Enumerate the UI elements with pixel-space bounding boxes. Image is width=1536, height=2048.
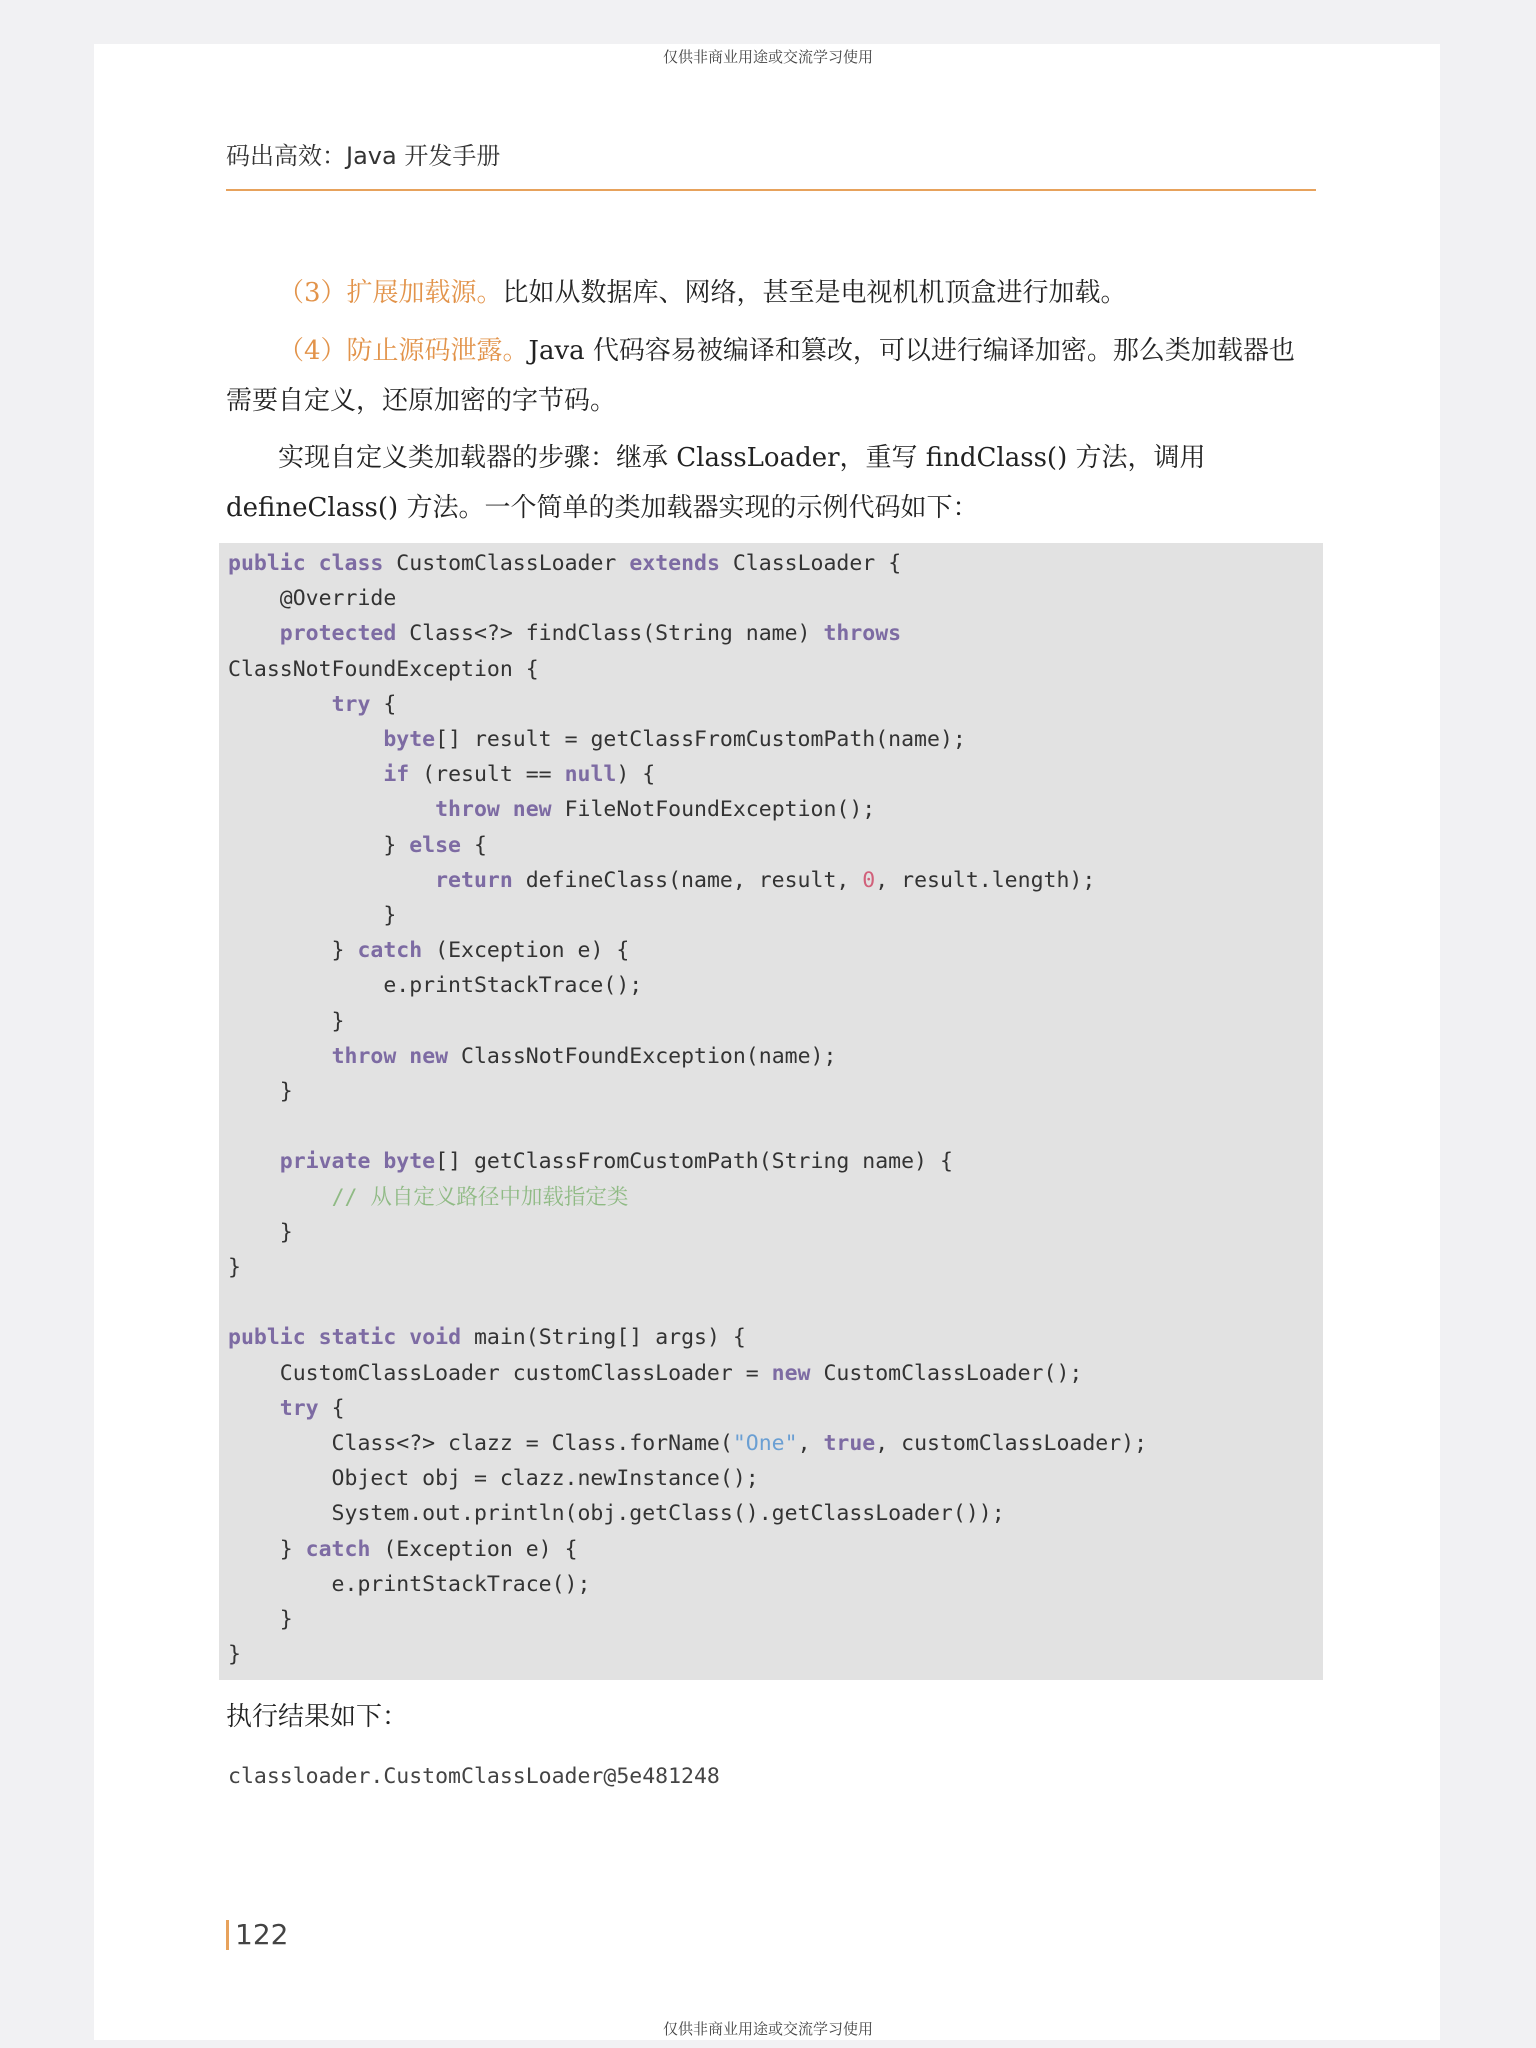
code-text: Class<?> clazz = Class.forName( [228,1431,733,1457]
code-text: } [228,1219,293,1245]
code-line [228,621,901,646]
code-text: } [228,903,397,929]
code-keyword: class [318,551,384,576]
code-text [228,762,383,787]
paragraph-prevent-leak [226,326,1316,426]
code-text [228,692,332,717]
result-output: classloader.CustomClassLoader@5e481248 [228,1764,720,1789]
code-keyword: true [823,1431,876,1457]
code-line [228,1149,953,1174]
code-line [228,1009,345,1034]
code-text: main(String[] args) { [461,1325,746,1351]
code-text: { [461,832,487,858]
code-comment: // 从自定义路径中加载指定类 [331,1184,629,1210]
code-text [396,1044,409,1069]
code-string: "One" [732,1431,798,1457]
code-text: } [228,1079,293,1105]
code-text: System.out.println(obj.getClass().getClassLoader()); [228,1501,1005,1527]
code-text: defineClass(name, result, [512,867,863,893]
code-line [228,1572,590,1597]
code-line [228,1642,241,1667]
code-keyword: throw [331,1043,397,1069]
code-line [228,868,1095,893]
result-label: 执行结果如下： [226,1702,409,1732]
code-text: Object obj = clazz.newInstance(); [228,1466,759,1492]
item-text: 实现自定义类加载器的步骤：继承 ClassLoader，重写 findClass() 方法，调用 defineClass() 方法。一个简单的类加载器实现的示例代码如下： [226,443,1206,523]
code-keyword: try [331,691,371,717]
code-text: (Exception e) { [370,1536,578,1562]
code-text: FileNotFoundException(); [551,797,876,823]
code-text: , result.length); [875,867,1096,893]
code-text: CustomClassLoader [383,551,630,576]
code-text: } [228,1607,293,1633]
code-line [228,1325,746,1350]
code-line [228,551,901,576]
code-keyword: throw [435,797,500,823]
code-block [228,546,1147,1673]
code-text [500,797,513,822]
code-text: CustomClassLoader customClassLoader = [228,1360,772,1386]
code-line [228,903,396,928]
header-rule [226,189,1316,191]
code-text: @Override [228,586,397,612]
code-text: CustomClassLoader(); [810,1360,1083,1386]
code-text [396,1325,409,1350]
code-text [228,1185,332,1210]
code-keyword: new [771,1360,811,1386]
code-line [228,1537,578,1562]
code-keyword: else [409,832,461,858]
code-line [228,762,655,787]
code-keyword: public [228,551,306,576]
code-line [228,1255,241,1280]
code-line [228,938,629,963]
code-keyword: byte [383,727,436,753]
code-text: { [370,691,397,717]
code-text: } [228,1536,306,1562]
code-keyword: protected [279,621,397,647]
code-keyword: void [409,1325,462,1351]
code-text: } [228,1642,241,1668]
code-text: } [228,832,410,858]
code-keyword: new [512,797,552,823]
page-number: 122 [226,1920,288,1950]
code-text: ) { [616,762,656,788]
code-text [228,1044,332,1069]
code-text: } [228,1255,241,1281]
code-line [228,1079,293,1104]
code-text: , [797,1431,824,1457]
code-keyword: private [279,1149,371,1175]
code-keyword: return [435,867,513,893]
code-keyword: byte [383,1149,436,1175]
code-line [228,1607,293,1632]
code-text: [] getClassFromCustomPath(String name) { [435,1149,953,1175]
paragraph-extend-source [226,268,1316,318]
code-keyword: public [228,1325,306,1351]
running-head: 码出高效：Java 开发手册 [226,142,501,170]
code-keyword: static [318,1325,397,1351]
watermark-bottom: 仅供非商业用途或交流学习使用 [662,2020,873,2038]
code-line [228,797,875,822]
code-line [228,1220,293,1245]
code-line [228,1466,759,1491]
code-text: , customClassLoader); [875,1431,1148,1457]
code-line [228,1044,836,1069]
code-line [228,973,642,998]
code-text: { [318,1395,345,1421]
code-keyword: catch [357,938,423,964]
code-text: Class<?> findClass(String name) [396,621,824,647]
code-text: e.printStackTrace(); [228,973,643,999]
item-text: 比如从数据库、网络，甚至是电视机机顶盒进行加载。 [502,278,1127,308]
code-keyword: catch [305,1536,371,1562]
item-label: （3）扩展加载源。 [278,278,503,308]
code-text: (result == [409,762,565,788]
code-keyword: if [383,762,410,788]
code-line [228,1361,1082,1386]
code-text: ClassNotFoundException(name); [448,1043,837,1069]
code-text [306,1325,319,1350]
code-line [228,1501,1005,1526]
code-line [228,692,396,717]
code-text: (Exception e) { [422,938,630,964]
paragraph-steps [226,433,1316,533]
code-line [228,586,396,611]
code-line [228,727,966,752]
code-text [228,868,435,893]
code-text: } [228,938,358,964]
watermark-top: 仅供非商业用途或交流学习使用 [662,48,873,66]
code-line [228,1396,345,1421]
code-text [228,1396,280,1421]
code-text: ClassLoader { [719,551,902,576]
item-text: Java 代码容易被编译和篡改，可以进行编译加密。那么类加载器也需要自定义，还原加密的字节码。 [226,336,1295,416]
code-keyword: extends [629,551,720,576]
code-line [228,833,487,858]
code-keyword: throws [823,621,902,647]
code-line [228,1185,628,1210]
code-text: ClassNotFoundException { [228,656,539,682]
code-line [228,1431,1147,1456]
item-label: （4）防止源码泄露。 [278,336,529,366]
code-text: [] result = getClassFromCustomPath(name); [435,727,966,753]
code-text: } [228,1008,345,1034]
code-line [228,657,539,682]
code-text [228,621,280,646]
code-keyword: new [409,1043,449,1069]
code-text [228,1149,280,1174]
code-number: 0 [862,867,876,893]
code-text: e.printStackTrace(); [228,1571,591,1597]
code-text [306,551,319,576]
code-text [228,727,383,752]
code-text [228,797,435,822]
code-keyword: null [564,762,617,788]
code-keyword: try [279,1395,319,1421]
code-text [370,1149,383,1174]
